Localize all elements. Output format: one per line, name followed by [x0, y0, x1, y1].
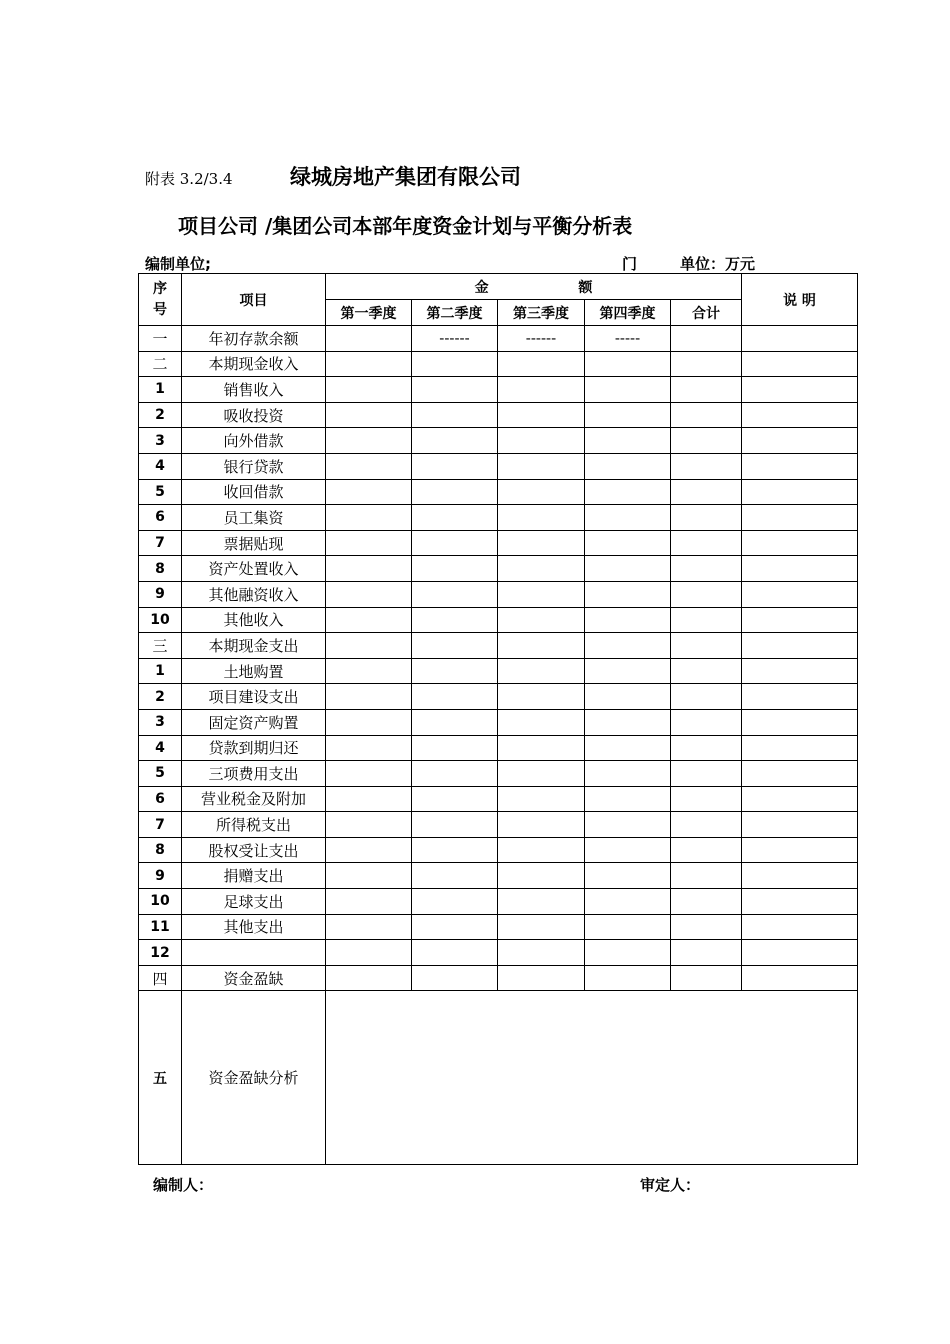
- total-cell: [671, 581, 742, 607]
- q2-cell: [412, 940, 498, 966]
- table-row: [139, 453, 858, 479]
- table-row: [139, 761, 858, 787]
- serial-cell: 2: [139, 402, 182, 428]
- q1-cell: [326, 505, 412, 531]
- header-q4: 第四季度: [585, 300, 671, 326]
- note-cell: [742, 633, 858, 659]
- q1-cell: [326, 735, 412, 761]
- total-cell: [671, 453, 742, 479]
- note-cell: [742, 914, 858, 940]
- total-cell: [671, 965, 742, 991]
- note-cell: [742, 940, 858, 966]
- q4-cell: [585, 402, 671, 428]
- analysis-item-cell: 资金盈缺分析: [182, 991, 326, 1165]
- q1-cell: [326, 428, 412, 454]
- table-row: [139, 530, 858, 556]
- header-q1: 第一季度: [326, 300, 412, 326]
- department-label: 门: [622, 255, 638, 273]
- serial-cell: 1: [139, 377, 182, 403]
- total-cell: [671, 761, 742, 787]
- item-cell: 土地购置: [182, 658, 326, 684]
- total-cell: [671, 479, 742, 505]
- total-cell: [671, 786, 742, 812]
- q3-cell: [498, 863, 585, 889]
- q2-cell: [412, 761, 498, 787]
- q1-cell: [326, 326, 412, 352]
- header-amount-char1: 金: [474, 279, 489, 296]
- q3-cell: [498, 709, 585, 735]
- total-cell: [671, 863, 742, 889]
- item-cell: 股权受让支出: [182, 837, 326, 863]
- q3-cell: [498, 786, 585, 812]
- item-cell: 足球支出: [182, 889, 326, 915]
- table-row: [139, 581, 858, 607]
- q4-cell: [585, 786, 671, 812]
- q4-cell: [585, 556, 671, 582]
- q4-cell: [585, 709, 671, 735]
- serial-cell: 2: [139, 684, 182, 710]
- q4-cell: [585, 965, 671, 991]
- serial-cell: 4: [139, 735, 182, 761]
- q1-cell: [326, 863, 412, 889]
- q1-cell: [326, 786, 412, 812]
- q3-cell: [498, 402, 585, 428]
- item-cell: 固定资产购置: [182, 709, 326, 735]
- q4-cell: [585, 530, 671, 556]
- q1-cell: [326, 453, 412, 479]
- q2-cell: [412, 658, 498, 684]
- q1-cell: [326, 709, 412, 735]
- note-cell: [742, 326, 858, 352]
- approver-label: 审定人：: [640, 1176, 701, 1194]
- q2-cell: [412, 914, 498, 940]
- note-cell: [742, 581, 858, 607]
- q4-cell: [585, 914, 671, 940]
- q1-cell: [326, 940, 412, 966]
- analysis-serial-cell: 五: [139, 991, 182, 1165]
- header-serial-line1: 序: [153, 280, 167, 297]
- total-cell: [671, 709, 742, 735]
- total-cell: [671, 837, 742, 863]
- table-row: [139, 940, 858, 966]
- q2-cell: [412, 479, 498, 505]
- table-row: [139, 863, 858, 889]
- q1-cell: [326, 351, 412, 377]
- item-cell: 三项费用支出: [182, 761, 326, 787]
- q2-cell: [412, 684, 498, 710]
- q2-cell: [412, 633, 498, 659]
- item-cell: 年初存款余额: [182, 326, 326, 352]
- header-q3: 第三季度: [498, 300, 585, 326]
- q2-cell: [412, 505, 498, 531]
- table-row: [139, 505, 858, 531]
- serial-cell: 9: [139, 581, 182, 607]
- table-body: [139, 326, 858, 1165]
- item-cell: 资产处置收入: [182, 556, 326, 582]
- company-name: 绿城房地产集团有限公司: [290, 165, 521, 189]
- table-row: [139, 684, 858, 710]
- table-row: [139, 914, 858, 940]
- note-cell: [742, 607, 858, 633]
- q3-cell: [498, 940, 585, 966]
- q2-cell: [412, 709, 498, 735]
- total-cell: [671, 428, 742, 454]
- q3-cell: [498, 658, 585, 684]
- header-note: 说 明: [742, 274, 858, 326]
- q4-cell: [585, 761, 671, 787]
- total-cell: [671, 633, 742, 659]
- item-cell: 本期现金收入: [182, 351, 326, 377]
- q2-cell: [412, 812, 498, 838]
- item-cell: 其他融资收入: [182, 581, 326, 607]
- table-row: [139, 479, 858, 505]
- serial-cell: 3: [139, 428, 182, 454]
- note-cell: [742, 709, 858, 735]
- table-row: [139, 377, 858, 403]
- table-row: [139, 428, 858, 454]
- table-row: [139, 633, 858, 659]
- item-cell: 贷款到期归还: [182, 735, 326, 761]
- q4-cell: [585, 684, 671, 710]
- q1-cell: [326, 914, 412, 940]
- serial-cell: 4: [139, 453, 182, 479]
- serial-cell: 5: [139, 761, 182, 787]
- q2-cell: [412, 889, 498, 915]
- serial-cell: 8: [139, 556, 182, 582]
- q2-cell: ------: [412, 326, 498, 352]
- total-cell: [671, 914, 742, 940]
- note-cell: [742, 505, 858, 531]
- note-cell: [742, 351, 858, 377]
- q1-cell: [326, 556, 412, 582]
- q4-cell: [585, 812, 671, 838]
- q2-cell: [412, 530, 498, 556]
- q4-cell: [585, 453, 671, 479]
- q4-cell: [585, 607, 671, 633]
- total-cell: [671, 607, 742, 633]
- total-cell: [671, 351, 742, 377]
- note-cell: [742, 530, 858, 556]
- table-row: [139, 326, 858, 352]
- q4-cell: [585, 837, 671, 863]
- serial-cell: 12: [139, 940, 182, 966]
- total-cell: [671, 326, 742, 352]
- total-cell: [671, 735, 742, 761]
- item-cell: 员工集资: [182, 505, 326, 531]
- item-cell: 其他收入: [182, 607, 326, 633]
- q2-cell: [412, 607, 498, 633]
- note-cell: [742, 658, 858, 684]
- table-row: [139, 709, 858, 735]
- serial-cell: 7: [139, 530, 182, 556]
- q3-cell: [498, 633, 585, 659]
- total-cell: [671, 377, 742, 403]
- q2-cell: [412, 556, 498, 582]
- item-cell: 收回借款: [182, 479, 326, 505]
- serial-cell: 9: [139, 863, 182, 889]
- serial-cell: 一: [139, 326, 182, 352]
- serial-cell: 3: [139, 709, 182, 735]
- note-cell: [742, 889, 858, 915]
- item-cell: 资金盈缺: [182, 965, 326, 991]
- preparer-label: 编制人：: [153, 1176, 214, 1194]
- q2-cell: [412, 735, 498, 761]
- q4-cell: [585, 479, 671, 505]
- q4-cell: [585, 351, 671, 377]
- q4-cell: [585, 633, 671, 659]
- q1-cell: [326, 684, 412, 710]
- serial-cell: 10: [139, 889, 182, 915]
- q1-cell: [326, 581, 412, 607]
- currency-unit-label: 单位：万元: [680, 255, 756, 273]
- q4-cell: [585, 940, 671, 966]
- q3-cell: [498, 351, 585, 377]
- item-cell: 本期现金支出: [182, 633, 326, 659]
- header-serial-number: [139, 274, 182, 326]
- q4-cell: [585, 428, 671, 454]
- q3-cell: [498, 530, 585, 556]
- serial-cell: 5: [139, 479, 182, 505]
- note-cell: [742, 761, 858, 787]
- item-cell: 所得税支出: [182, 812, 326, 838]
- item-cell: 向外借款: [182, 428, 326, 454]
- note-cell: [742, 812, 858, 838]
- note-cell: [742, 786, 858, 812]
- table-row: [139, 607, 858, 633]
- item-cell: 营业税金及附加: [182, 786, 326, 812]
- q4-cell: [585, 658, 671, 684]
- q1-cell: [326, 837, 412, 863]
- q1-cell: [326, 479, 412, 505]
- q2-cell: [412, 402, 498, 428]
- q2-cell: [412, 428, 498, 454]
- q2-cell: [412, 351, 498, 377]
- q1-cell: [326, 761, 412, 787]
- q4-cell: [585, 889, 671, 915]
- item-cell: 银行贷款: [182, 453, 326, 479]
- q3-cell: [498, 965, 585, 991]
- q2-cell: [412, 965, 498, 991]
- table-row: [139, 812, 858, 838]
- q2-cell: [412, 453, 498, 479]
- q3-cell: ------: [498, 326, 585, 352]
- q1-cell: [326, 633, 412, 659]
- header-amount: [326, 274, 742, 300]
- header-serial-line2: 号: [153, 301, 167, 318]
- preparing-unit-label: 编制单位;: [145, 255, 211, 273]
- note-cell: [742, 863, 858, 889]
- q1-cell: [326, 607, 412, 633]
- serial-cell: 二: [139, 351, 182, 377]
- q1-cell: [326, 889, 412, 915]
- serial-cell: 7: [139, 812, 182, 838]
- serial-cell: 四: [139, 965, 182, 991]
- q3-cell: [498, 812, 585, 838]
- q3-cell: [498, 377, 585, 403]
- table-row: [139, 889, 858, 915]
- note-cell: [742, 377, 858, 403]
- q3-cell: [498, 735, 585, 761]
- serial-cell: 1: [139, 658, 182, 684]
- q2-cell: [412, 863, 498, 889]
- note-cell: [742, 965, 858, 991]
- q3-cell: [498, 428, 585, 454]
- serial-cell: 6: [139, 786, 182, 812]
- table-row: [139, 402, 858, 428]
- item-cell: 项目建设支出: [182, 684, 326, 710]
- q1-cell: [326, 812, 412, 838]
- q1-cell: [326, 377, 412, 403]
- q2-cell: [412, 837, 498, 863]
- q3-cell: [498, 505, 585, 531]
- table-row: [139, 837, 858, 863]
- cash-plan-table: [138, 273, 858, 1165]
- q1-cell: [326, 965, 412, 991]
- total-cell: [671, 684, 742, 710]
- item-cell: 其他支出: [182, 914, 326, 940]
- total-cell: [671, 402, 742, 428]
- total-cell: [671, 889, 742, 915]
- note-cell: [742, 556, 858, 582]
- total-cell: [671, 658, 742, 684]
- total-cell: [671, 812, 742, 838]
- analysis-content-cell[interactable]: [326, 991, 858, 1165]
- q3-cell: [498, 684, 585, 710]
- q3-cell: [498, 914, 585, 940]
- q2-cell: [412, 377, 498, 403]
- q1-cell: [326, 658, 412, 684]
- item-cell: 吸收投资: [182, 402, 326, 428]
- total-cell: [671, 940, 742, 966]
- q3-cell: [498, 837, 585, 863]
- q2-cell: [412, 581, 498, 607]
- q3-cell: [498, 581, 585, 607]
- q2-cell: [412, 786, 498, 812]
- note-cell: [742, 402, 858, 428]
- q3-cell: [498, 761, 585, 787]
- total-cell: [671, 556, 742, 582]
- table-row: [139, 965, 858, 991]
- q4-cell: [585, 581, 671, 607]
- header-amount-char2: 额: [578, 279, 593, 296]
- q4-cell: [585, 505, 671, 531]
- serial-cell: 三: [139, 633, 182, 659]
- serial-cell: 10: [139, 607, 182, 633]
- serial-cell: 6: [139, 505, 182, 531]
- q4-cell: -----: [585, 326, 671, 352]
- q3-cell: [498, 556, 585, 582]
- total-cell: [671, 530, 742, 556]
- q3-cell: [498, 607, 585, 633]
- form-title: 项目公司 /集团公司本部年度资金计划与平衡分析表: [178, 214, 633, 238]
- q4-cell: [585, 735, 671, 761]
- header-total: 合计: [671, 300, 742, 326]
- q3-cell: [498, 479, 585, 505]
- item-cell: 销售收入: [182, 377, 326, 403]
- total-cell: [671, 505, 742, 531]
- serial-cell: 8: [139, 837, 182, 863]
- item-cell: 票据贴现: [182, 530, 326, 556]
- serial-cell: 11: [139, 914, 182, 940]
- item-cell: [182, 940, 326, 966]
- item-cell: 捐赠支出: [182, 863, 326, 889]
- table-row: [139, 786, 858, 812]
- analysis-row: [139, 991, 858, 1165]
- note-cell: [742, 479, 858, 505]
- table-row: [139, 351, 858, 377]
- note-cell: [742, 735, 858, 761]
- header-item: 项目: [182, 274, 326, 326]
- q4-cell: [585, 863, 671, 889]
- table-row: [139, 658, 858, 684]
- q4-cell: [585, 377, 671, 403]
- note-cell: [742, 684, 858, 710]
- table-row: [139, 735, 858, 761]
- header-q2: 第二季度: [412, 300, 498, 326]
- q3-cell: [498, 453, 585, 479]
- note-cell: [742, 837, 858, 863]
- q1-cell: [326, 530, 412, 556]
- note-cell: [742, 428, 858, 454]
- form-reference: 附表 3.2/3.4: [145, 170, 233, 188]
- table-row: [139, 556, 858, 582]
- q1-cell: [326, 402, 412, 428]
- note-cell: [742, 453, 858, 479]
- q3-cell: [498, 889, 585, 915]
